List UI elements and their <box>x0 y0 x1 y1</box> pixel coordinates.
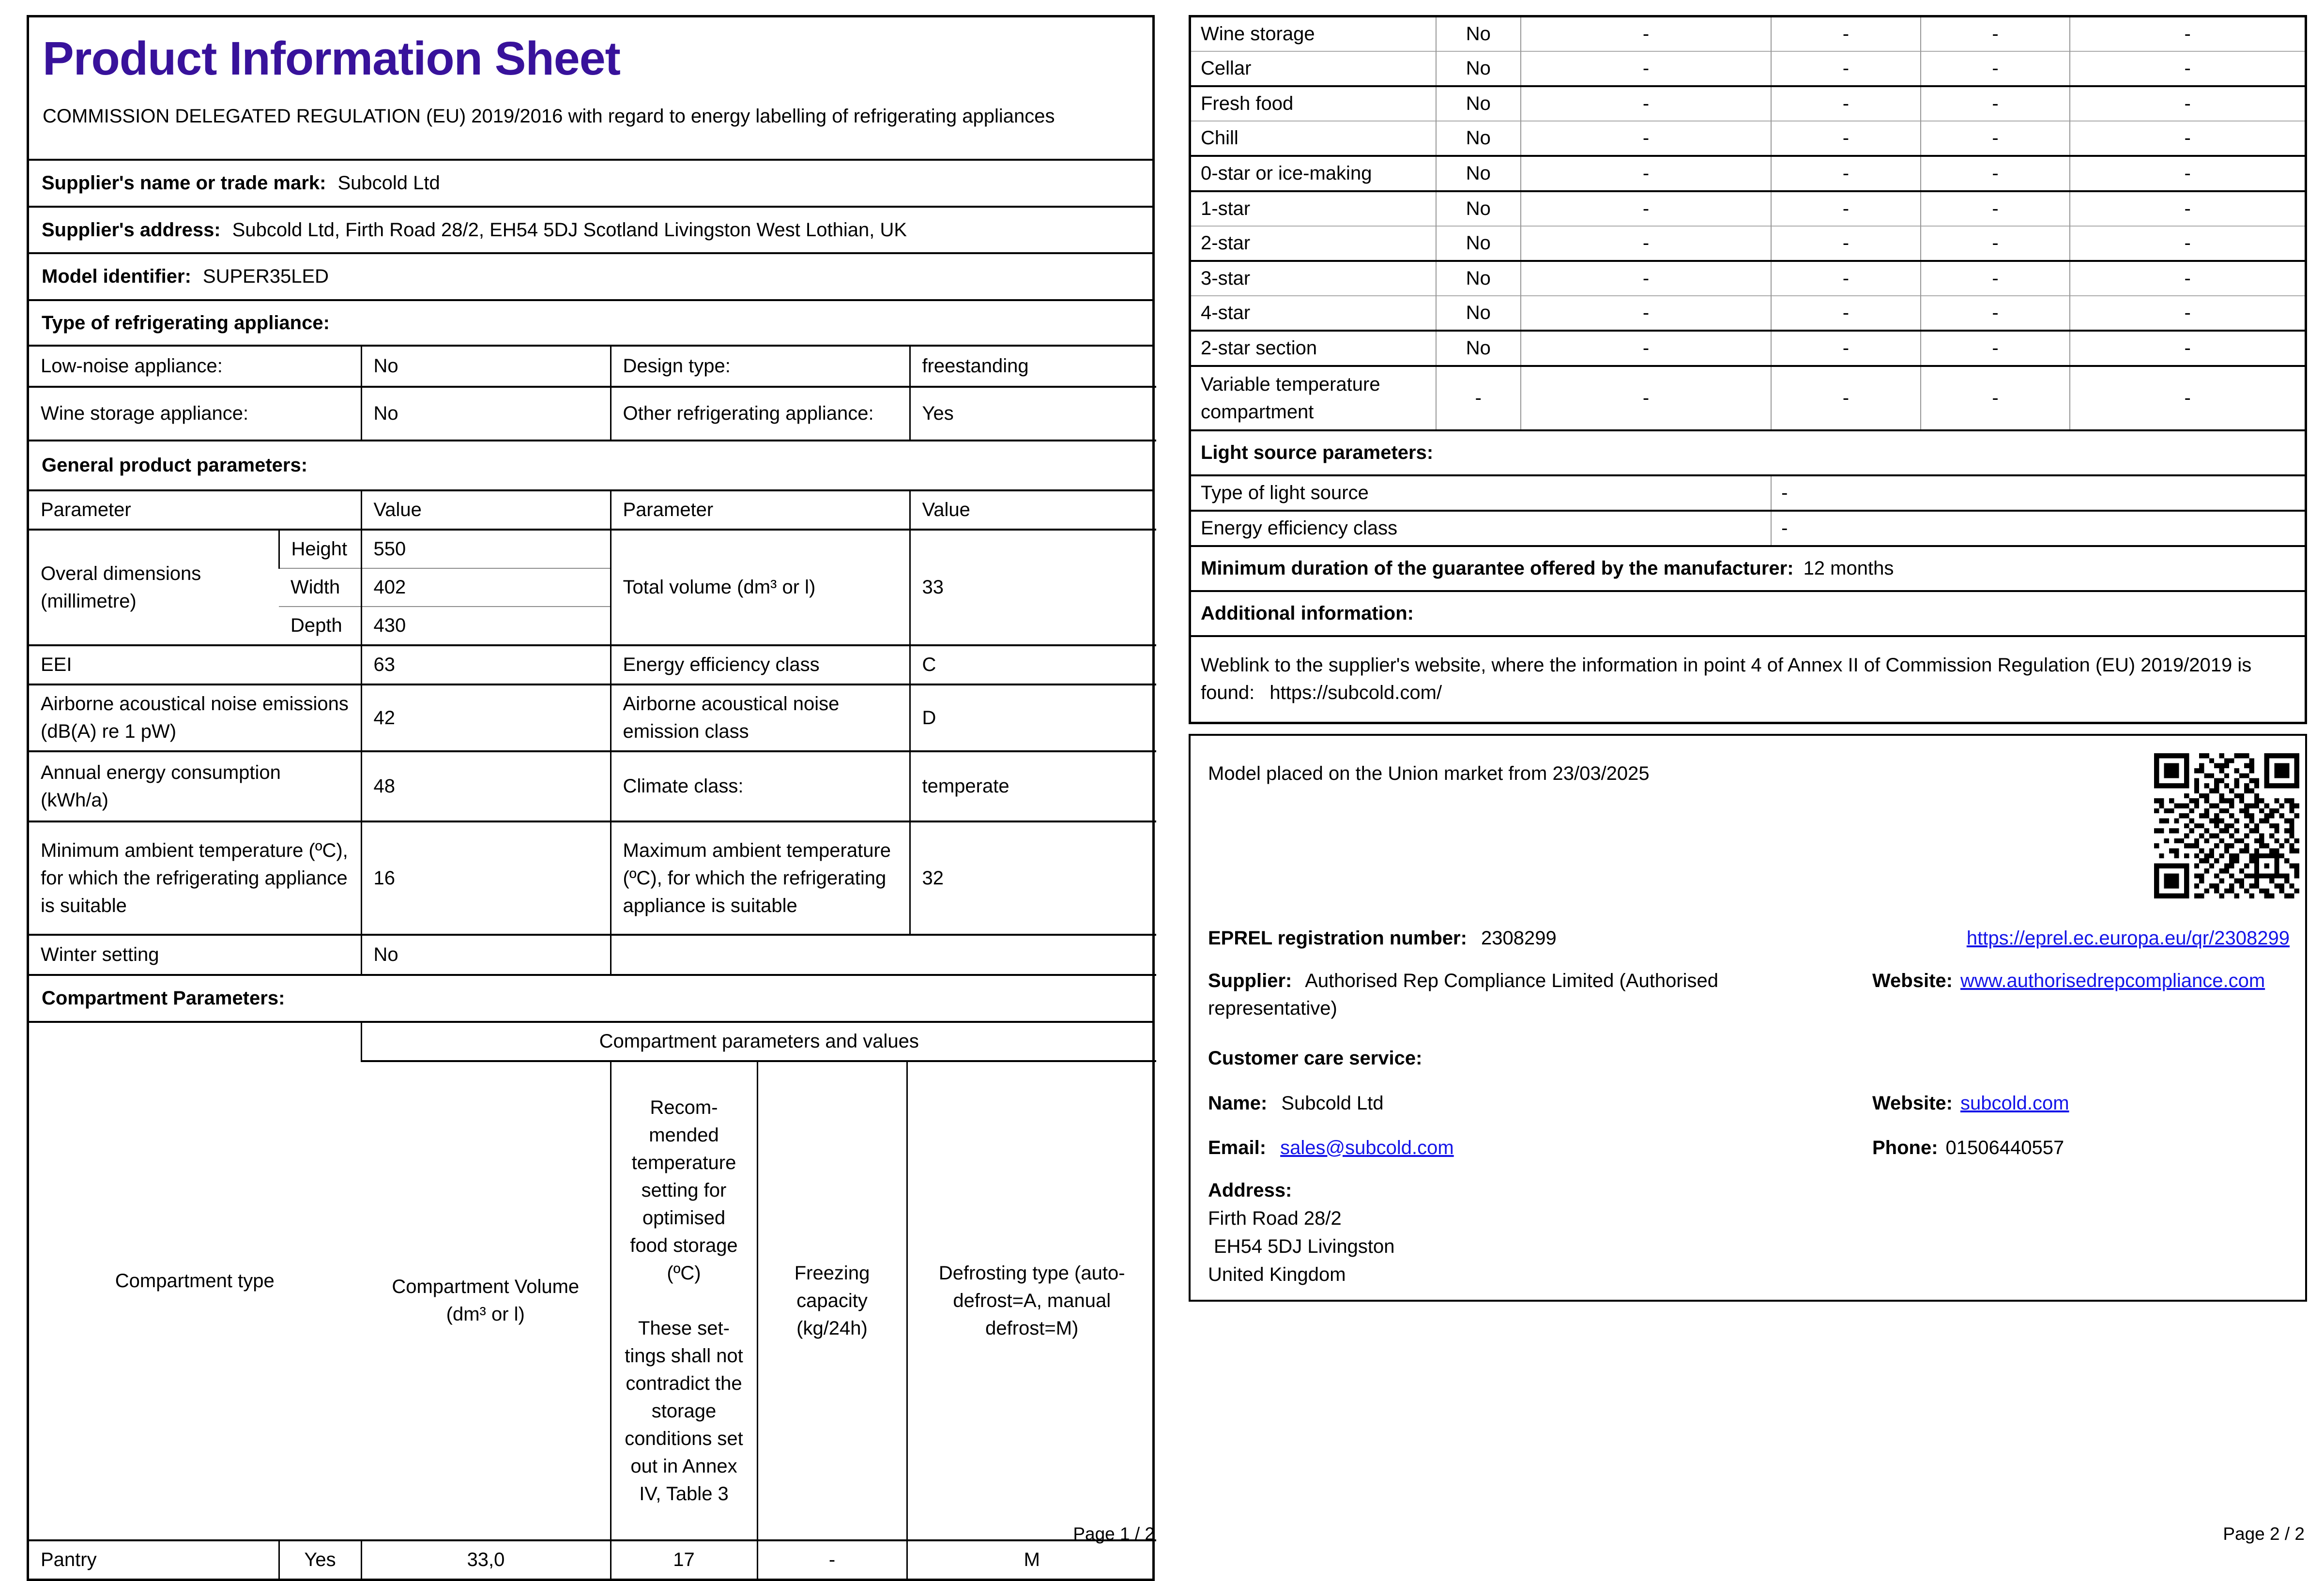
page-number-1: Page 1 / 2 <box>1073 1524 1155 1544</box>
eei-value: 63 <box>361 645 611 684</box>
depth-value: 430 <box>361 607 611 645</box>
row-dash: - <box>2070 366 2306 430</box>
row-dash: - <box>1771 296 1921 331</box>
compartment-row-cellar <box>1190 51 2306 86</box>
pantry-defrost: M <box>907 1540 1156 1579</box>
row-label: 0-star or ice-making <box>1190 156 1436 191</box>
row-present: No <box>1436 156 1521 191</box>
row-dash: - <box>2070 261 2306 296</box>
row-dash: - <box>2070 296 2306 331</box>
appliance-type-table <box>29 347 1156 441</box>
row-label: 2-star <box>1190 226 1436 261</box>
page-2 <box>1189 15 2307 1302</box>
pantry-freezing: - <box>757 1540 907 1579</box>
website-link[interactable]: www.authorisedrepcompliance.com <box>1960 970 2265 991</box>
row-dash: - <box>2070 86 2306 121</box>
winter-setting-label: Winter setting <box>29 935 361 975</box>
row-dash: - <box>1521 296 1771 331</box>
width-label: Width <box>279 568 361 607</box>
row-present: No <box>1436 296 1521 331</box>
eei-row <box>29 645 1156 684</box>
general-parameters-table <box>29 491 1156 976</box>
row-present: No <box>1436 121 1521 156</box>
row-present: No <box>1436 51 1521 86</box>
supplier-address-row <box>29 208 1152 254</box>
supplier-value: Authorised Rep Compliance Limited (Authorised representative) <box>1208 970 1719 1019</box>
freezing-capacity-header: Freezing capacity (kg/24h) <box>757 1061 907 1540</box>
compartment-row-0star <box>1190 156 2306 191</box>
market-date-row <box>1208 760 2290 788</box>
row-dash: - <box>1521 156 1771 191</box>
row-dash: - <box>1921 156 2070 191</box>
row-dash: - <box>1921 226 2070 261</box>
settings-note-text: These settings shall not contradict the storage conditions set out in Annex IV, Table 3 <box>625 1317 743 1505</box>
regulation-subtitle: COMMISSION DELEGATED REGULATION (EU) 2019/2016 with regard to energy labelling of refrigerating appliances <box>43 105 1055 127</box>
supplier-address-label: Supplier's address: <box>42 219 221 241</box>
value-header: Value <box>361 491 611 530</box>
min-temp-value: 16 <box>361 821 611 935</box>
row-label: Fresh food <box>1190 86 1436 121</box>
row-dash: - <box>1521 261 1771 296</box>
climate-class-label: Climate class: <box>611 751 910 821</box>
row-dash: - <box>1771 331 1921 366</box>
row-dash: - <box>1921 331 2070 366</box>
row-present: No <box>1436 16 1521 52</box>
pantry-row <box>29 1540 1156 1579</box>
ambient-temperature-row <box>29 821 1156 935</box>
model-identifier-row <box>29 254 1152 301</box>
row-dash: - <box>1771 226 1921 261</box>
row-label: Wine storage <box>1201 23 1315 45</box>
row-dash: - <box>2070 226 2306 261</box>
wine-storage-row <box>29 387 1156 441</box>
noise-class-label: Airborne acoustical noise emission class <box>611 684 910 751</box>
row-dash: - <box>1771 366 1921 430</box>
low-noise-value: No <box>361 347 611 387</box>
max-temp-value: 32 <box>910 821 1156 935</box>
row-dash: - <box>1771 191 1921 226</box>
website-label: Website: <box>1872 1092 1953 1114</box>
eprel-link[interactable]: https://eprel.ec.europa.eu/qr/2308299 <box>1966 927 2290 949</box>
energy-class-label: Energy efficiency class <box>611 645 910 684</box>
light-efficiency-value: - <box>1771 511 2306 546</box>
compartment-row-chill <box>1190 121 2306 156</box>
name-value: Subcold Ltd <box>1281 1092 1384 1114</box>
compartment-row-wine <box>1190 16 2306 52</box>
empty-cell <box>611 935 1156 975</box>
address-block <box>1208 1176 2290 1289</box>
general-parameters-heading: General product parameters: <box>29 441 1152 491</box>
energy-class-value: C <box>910 645 1156 684</box>
height-label: Height <box>279 530 361 568</box>
supplier-name-label: Supplier's name or trade mark: <box>42 172 326 194</box>
row-present: No <box>1436 331 1521 366</box>
row-present: No <box>1436 86 1521 121</box>
website2-link[interactable]: subcold.com <box>1960 1092 2069 1114</box>
noise-value: 42 <box>361 684 611 751</box>
design-type-value: freestanding <box>910 347 1156 387</box>
row-label: 3-star <box>1190 261 1436 296</box>
compartment-row-1star <box>1190 191 2306 226</box>
row-dash: - <box>1521 86 1771 121</box>
row-dash: - <box>1921 51 2070 86</box>
row-dash: - <box>1521 51 1771 86</box>
guarantee-label: Minimum duration of the guarantee offered by the manufacturer: <box>1201 558 1794 579</box>
qr-code <box>2154 753 2299 898</box>
row-dash: - <box>2070 156 2306 191</box>
row-dash: - <box>1521 331 1771 366</box>
low-noise-row <box>29 347 1156 387</box>
energy-consumption-value: 48 <box>361 751 611 821</box>
compartment-type-header: Compartment type <box>115 1270 275 1292</box>
customer-care-heading: Customer care service: <box>1208 1047 1422 1069</box>
pantry-temp: 17 <box>611 1540 757 1579</box>
row-dash: - <box>1921 16 2070 52</box>
website2-block <box>1872 1090 2069 1117</box>
row-present: - <box>1436 366 1521 430</box>
light-source-heading: Light source parameters: <box>1190 430 2306 475</box>
pantry-type: Pantry <box>29 1540 279 1579</box>
row-dash: - <box>2070 191 2306 226</box>
compartment-row-fresh-food <box>1190 86 2306 121</box>
guarantee-row <box>1190 546 2306 591</box>
supplier-address-value: Subcold Ltd, Firth Road 28/2, EH54 5DJ Scotland Livingston West Lothian, UK <box>232 219 907 241</box>
param-header: Parameter <box>41 499 131 520</box>
light-efficiency-label: Energy efficiency class <box>1190 511 1772 546</box>
row-label: 1-star <box>1190 191 1436 226</box>
compartment-table <box>29 1023 1156 1579</box>
light-efficiency-row <box>1190 511 2306 546</box>
compartment-row-2star <box>1190 226 2306 261</box>
address-label: Address: <box>1208 1179 1292 1201</box>
supplier-row <box>1208 967 2290 1022</box>
winter-setting-value: No <box>361 935 611 975</box>
compartment-span-header-row <box>29 1023 1156 1061</box>
weblink-url[interactable]: https://subcold.com/ <box>1269 682 1442 704</box>
page-title: Product Information Sheet <box>43 32 620 85</box>
row-label: 4-star <box>1190 296 1436 331</box>
additional-info-heading: Additional information: <box>1190 591 2306 636</box>
compartment-row-3star <box>1190 261 2306 296</box>
param-header: Parameter <box>611 491 910 530</box>
row-dash: - <box>1921 296 2070 331</box>
energy-consumption-label: Annual energy consumption (kWh/a) <box>29 751 361 821</box>
supplier-block <box>1208 967 1852 1022</box>
dimensions-label: Overal dimensions (millimetre) <box>29 530 279 645</box>
height-value: 550 <box>361 530 611 568</box>
depth-label: Depth <box>279 607 361 645</box>
row-dash: - <box>1521 121 1771 156</box>
winter-setting-row <box>29 935 1156 975</box>
row-label: Chill <box>1190 121 1436 156</box>
row-dash: - <box>2070 16 2306 52</box>
compartment-volume-header: Compartment Volume (dm³ or l) <box>361 1061 611 1540</box>
address-line: United Kingdom <box>1208 1263 1346 1285</box>
row-dash: - <box>1921 86 2070 121</box>
model-identifier-label: Model identifier: <box>42 266 191 287</box>
light-source-heading-row <box>1190 430 2306 475</box>
market-info-box <box>1189 734 2307 1302</box>
compartment-continuation-table <box>1189 15 2307 724</box>
eprel-value: 2308299 <box>1481 927 1557 949</box>
row-dash: - <box>2070 331 2306 366</box>
other-appliance-value: Yes <box>910 387 1156 441</box>
row-dash: - <box>1521 16 1771 52</box>
light-type-label: Type of light source <box>1190 475 1772 511</box>
row-dash: - <box>2070 51 2306 86</box>
row-dash: - <box>1521 226 1771 261</box>
dimensions-row-height <box>29 530 1156 568</box>
row-dash: - <box>1771 86 1921 121</box>
energy-consumption-row <box>29 751 1156 821</box>
website-label: Website: <box>1872 970 1953 991</box>
row-dash: - <box>1771 261 1921 296</box>
min-temp-label: Minimum ambient temperature (ºC), for which the refrigerating appliance is suitable <box>29 821 361 935</box>
row-present: No <box>1436 226 1521 261</box>
phone-block <box>1872 1134 2064 1162</box>
guarantee-cell <box>1190 546 2306 591</box>
page-1 <box>27 15 1155 1581</box>
row-label: Variable temperature compartment <box>1190 366 1436 430</box>
row-dash: - <box>1921 261 2070 296</box>
website-block <box>1872 967 2265 995</box>
row-dash: - <box>1521 366 1771 430</box>
model-identifier-value: SUPER35LED <box>202 266 329 287</box>
address-line: EH54 5DJ Livingston <box>1214 1235 1395 1257</box>
pantry-volume: 33,0 <box>361 1540 611 1579</box>
compartment-heading-row: Compartment Parameters: <box>29 976 1152 1023</box>
supplier-name-value: Subcold Ltd <box>337 172 440 194</box>
additional-info-heading-row <box>1190 591 2306 636</box>
row-dash: - <box>2070 121 2306 156</box>
spacer <box>623 1287 745 1315</box>
row-present: No <box>1436 191 1521 226</box>
row-dash: - <box>1771 121 1921 156</box>
wine-storage-value: No <box>361 387 611 441</box>
row-dash: - <box>1771 156 1921 191</box>
weblink-cell <box>1190 636 2306 723</box>
pantry-present: Yes <box>279 1540 361 1579</box>
noise-row <box>29 684 1156 751</box>
compartment-row-2star-section <box>1190 331 2306 366</box>
low-noise-label: Low-noise appliance: <box>41 355 223 377</box>
defrosting-type-header: Defrosting type (auto-defrost=A, manual defrost=M) <box>907 1061 1156 1540</box>
weblink-label: Weblink to the supplier's website, where the information in point 4 of Annex II of Commission Regulation (EU) 2019/2019 is found: <box>1201 654 2252 704</box>
page-number-2: Page 2 / 2 <box>2223 1524 2305 1544</box>
compartment-span-header: Compartment parameters and values <box>361 1023 1156 1061</box>
row-present: No <box>1436 261 1521 296</box>
supplier-name-row <box>29 161 1152 208</box>
wine-storage-label: Wine storage appliance: <box>29 387 361 441</box>
row-label: Cellar <box>1190 51 1436 86</box>
light-type-value: - <box>1771 475 2306 511</box>
weblink-row <box>1190 636 2306 723</box>
recommended-temperature-text: Recommended temperature setting for optimised food storage (ºC) <box>630 1096 738 1284</box>
recommended-temperature-header <box>611 1061 757 1540</box>
row-dash: - <box>1771 16 1921 52</box>
row-dash: - <box>1921 191 2070 226</box>
compartment-row-variable-temp <box>1190 366 2306 430</box>
row-dash: - <box>1921 366 2070 430</box>
phone-label: Phone: <box>1872 1137 1938 1158</box>
title-block <box>29 17 1152 161</box>
row-label: 2-star section <box>1190 331 1436 366</box>
noise-class-value: D <box>910 684 1156 751</box>
email-link[interactable]: sales@subcold.com <box>1280 1137 1454 1158</box>
market-date-text: Model placed on the Union market from 23/03/2025 <box>1208 762 1650 784</box>
noise-label: Airborne acoustical noise emissions (dB(A) re 1 pW) <box>29 684 361 751</box>
supplier-label: Supplier: <box>1208 970 1292 991</box>
row-dash: - <box>1921 121 2070 156</box>
row-dash: - <box>1521 191 1771 226</box>
name-label: Name: <box>1208 1092 1268 1114</box>
total-volume-label: Total volume (dm³ or l) <box>611 530 910 645</box>
eprel-label: EPREL registration number: <box>1208 927 1467 949</box>
compartment-row-4star <box>1190 296 2306 331</box>
climate-class-value: temperate <box>910 751 1156 821</box>
guarantee-value: 12 months <box>1803 558 1894 579</box>
care-name-row <box>1208 1090 2290 1117</box>
light-type-row <box>1190 475 2306 511</box>
eei-label: EEI <box>29 645 361 684</box>
param-header-row <box>29 491 1156 530</box>
row-dash: - <box>1771 51 1921 86</box>
value-header: Value <box>910 491 1156 530</box>
email-label: Email: <box>1208 1137 1267 1158</box>
type-heading-row: Type of refrigerating appliance: <box>29 301 1152 347</box>
design-type-label: Design type: <box>611 347 910 387</box>
eprel-row <box>1208 925 2290 952</box>
other-appliance-label: Other refrigerating appliance: <box>611 387 910 441</box>
phone-value: 01506440557 <box>1945 1137 2064 1158</box>
address-line: Firth Road 28/2 <box>1208 1207 1342 1229</box>
width-value: 402 <box>361 568 611 607</box>
total-volume-value: 33 <box>910 530 1156 645</box>
max-temp-label: Maximum ambient temperature (ºC), for which the refrigerating appliance is suitable <box>611 821 910 935</box>
care-email-row <box>1208 1134 2290 1162</box>
